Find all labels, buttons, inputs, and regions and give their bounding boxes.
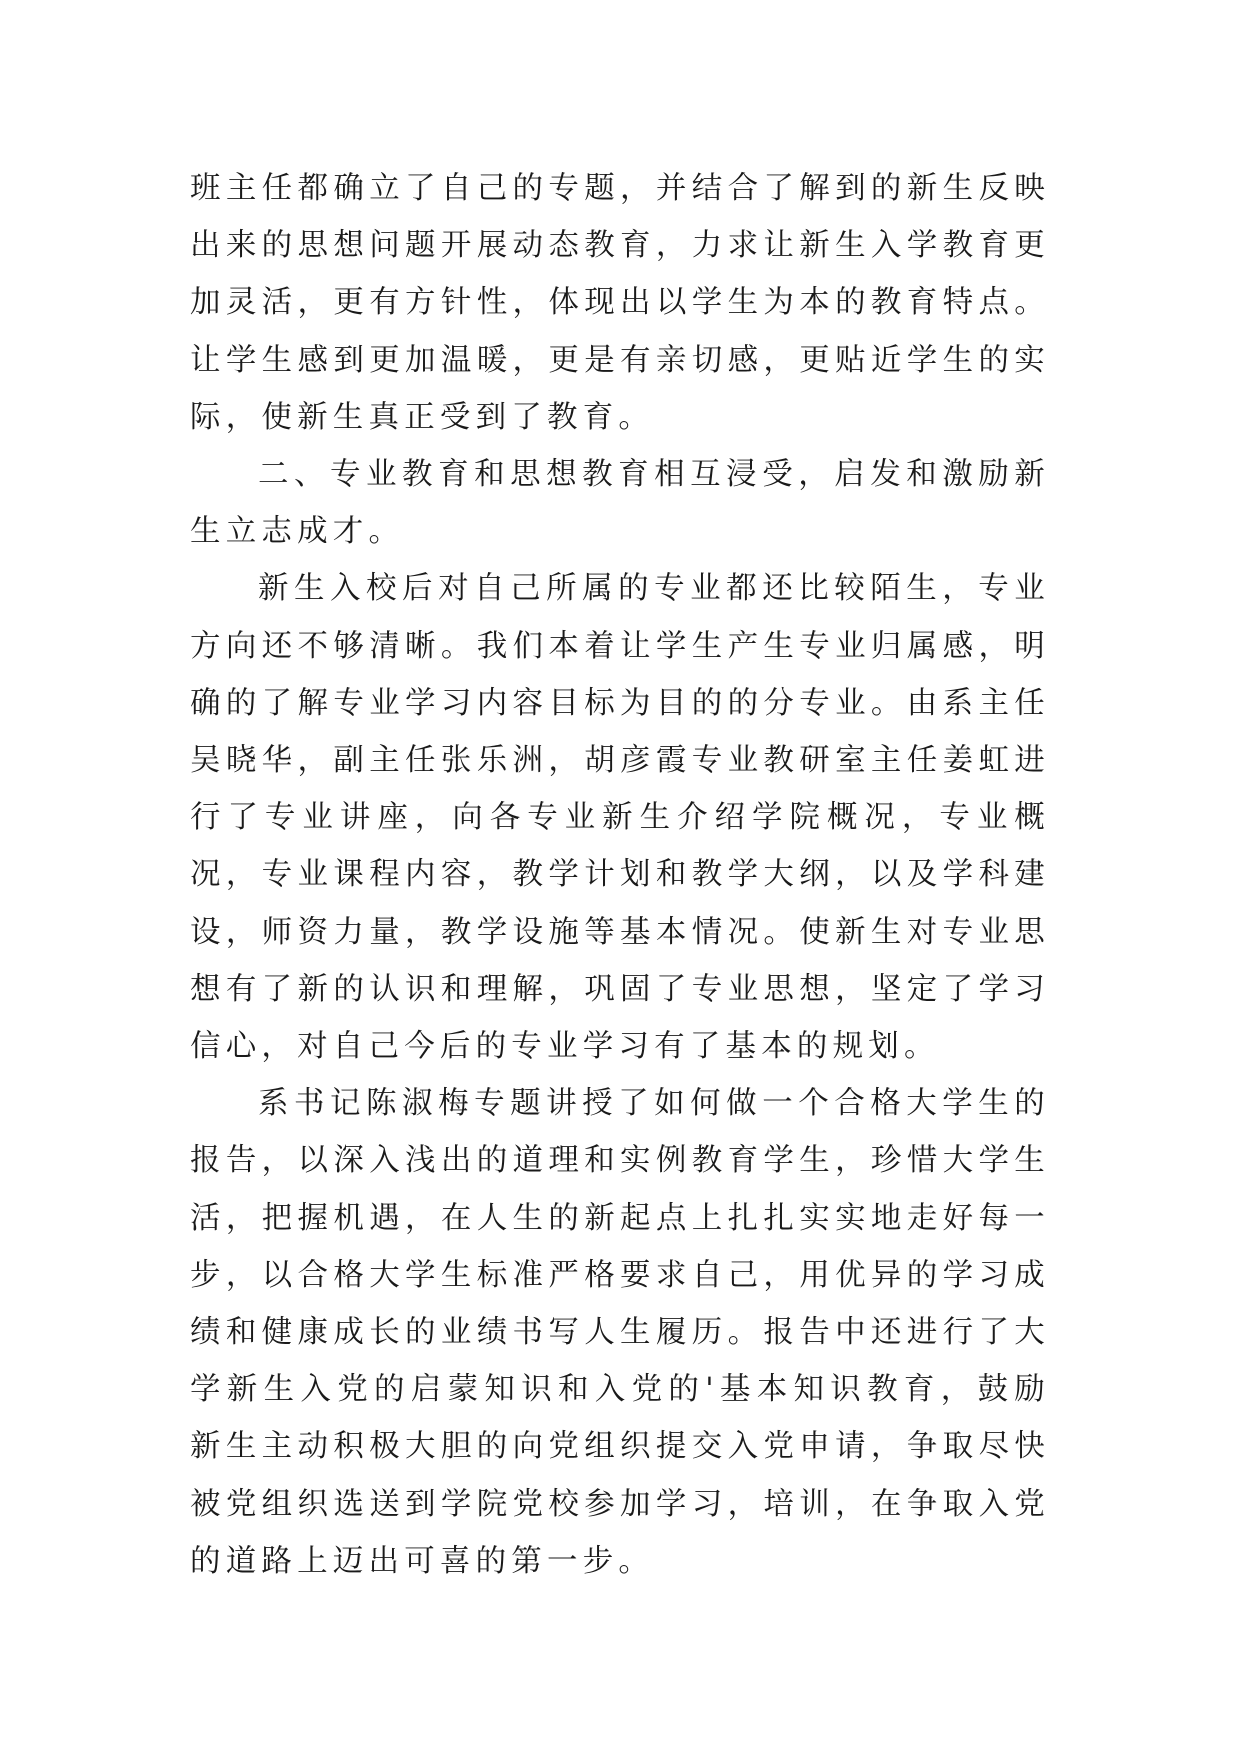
- paragraph-secretary-report: 系书记陈淑梅专题讲授了如何做一个合格大学生的报告，以深入浅出的道理和实例教育学生，珍惜大学生活，把握机遇，在人生的新起点上扎扎实实地走好每一步，以合格大学生标准严格要求自己，用优异的学习成绩和健康成长的业绩书写人生履历。报告中还进行了大学新生入党的启蒙知识和入党的'基本知识教育，鼓励新生主动积极大胆的向党组织提交入党申请，争取尽快被党组织选送到学院党校参加学习，培训，在争取入党的道路上迈出可喜的第一步。: [190, 1086, 1050, 1579]
- paragraph-professional-education: 新生入校后对自己所属的专业都还比较陌生，专业方向还不够清晰。我们本着让学生产生专业归属感，明确的了解专业学习内容目标为目的的分专业。由系主任吴晓华，副主任张乐洲，胡彦霞专业教研室主任姜虹进行了专业讲座，向各专业新生介绍学院概况，专业概况，专业课程内容，教学计划和教学大纲，以及学科建设，师资力量，教学设施等基本情况。使新生对专业思想有了新的认识和理解，巩固了专业思想，坚定了学习信心，对自己今后的专业学习有了基本的规划。: [190, 571, 1050, 1065]
- document-body: [190, 160, 1050, 1590]
- paragraph-continuation: 班主任都确立了自己的专题，并结合了解到的新生反映出来的思想问题开展动态教育，力求让新生入学教育更加灵活，更有方针性，体现出以学生为本的教育特点。让学生感到更加温暖，更是有亲切感，更贴近学生的实际，使新生真正受到了教育。: [190, 171, 1050, 435]
- section-heading-two: 二、专业教育和思想教育相互浸受，启发和激励新生立志成才。: [190, 457, 1050, 550]
